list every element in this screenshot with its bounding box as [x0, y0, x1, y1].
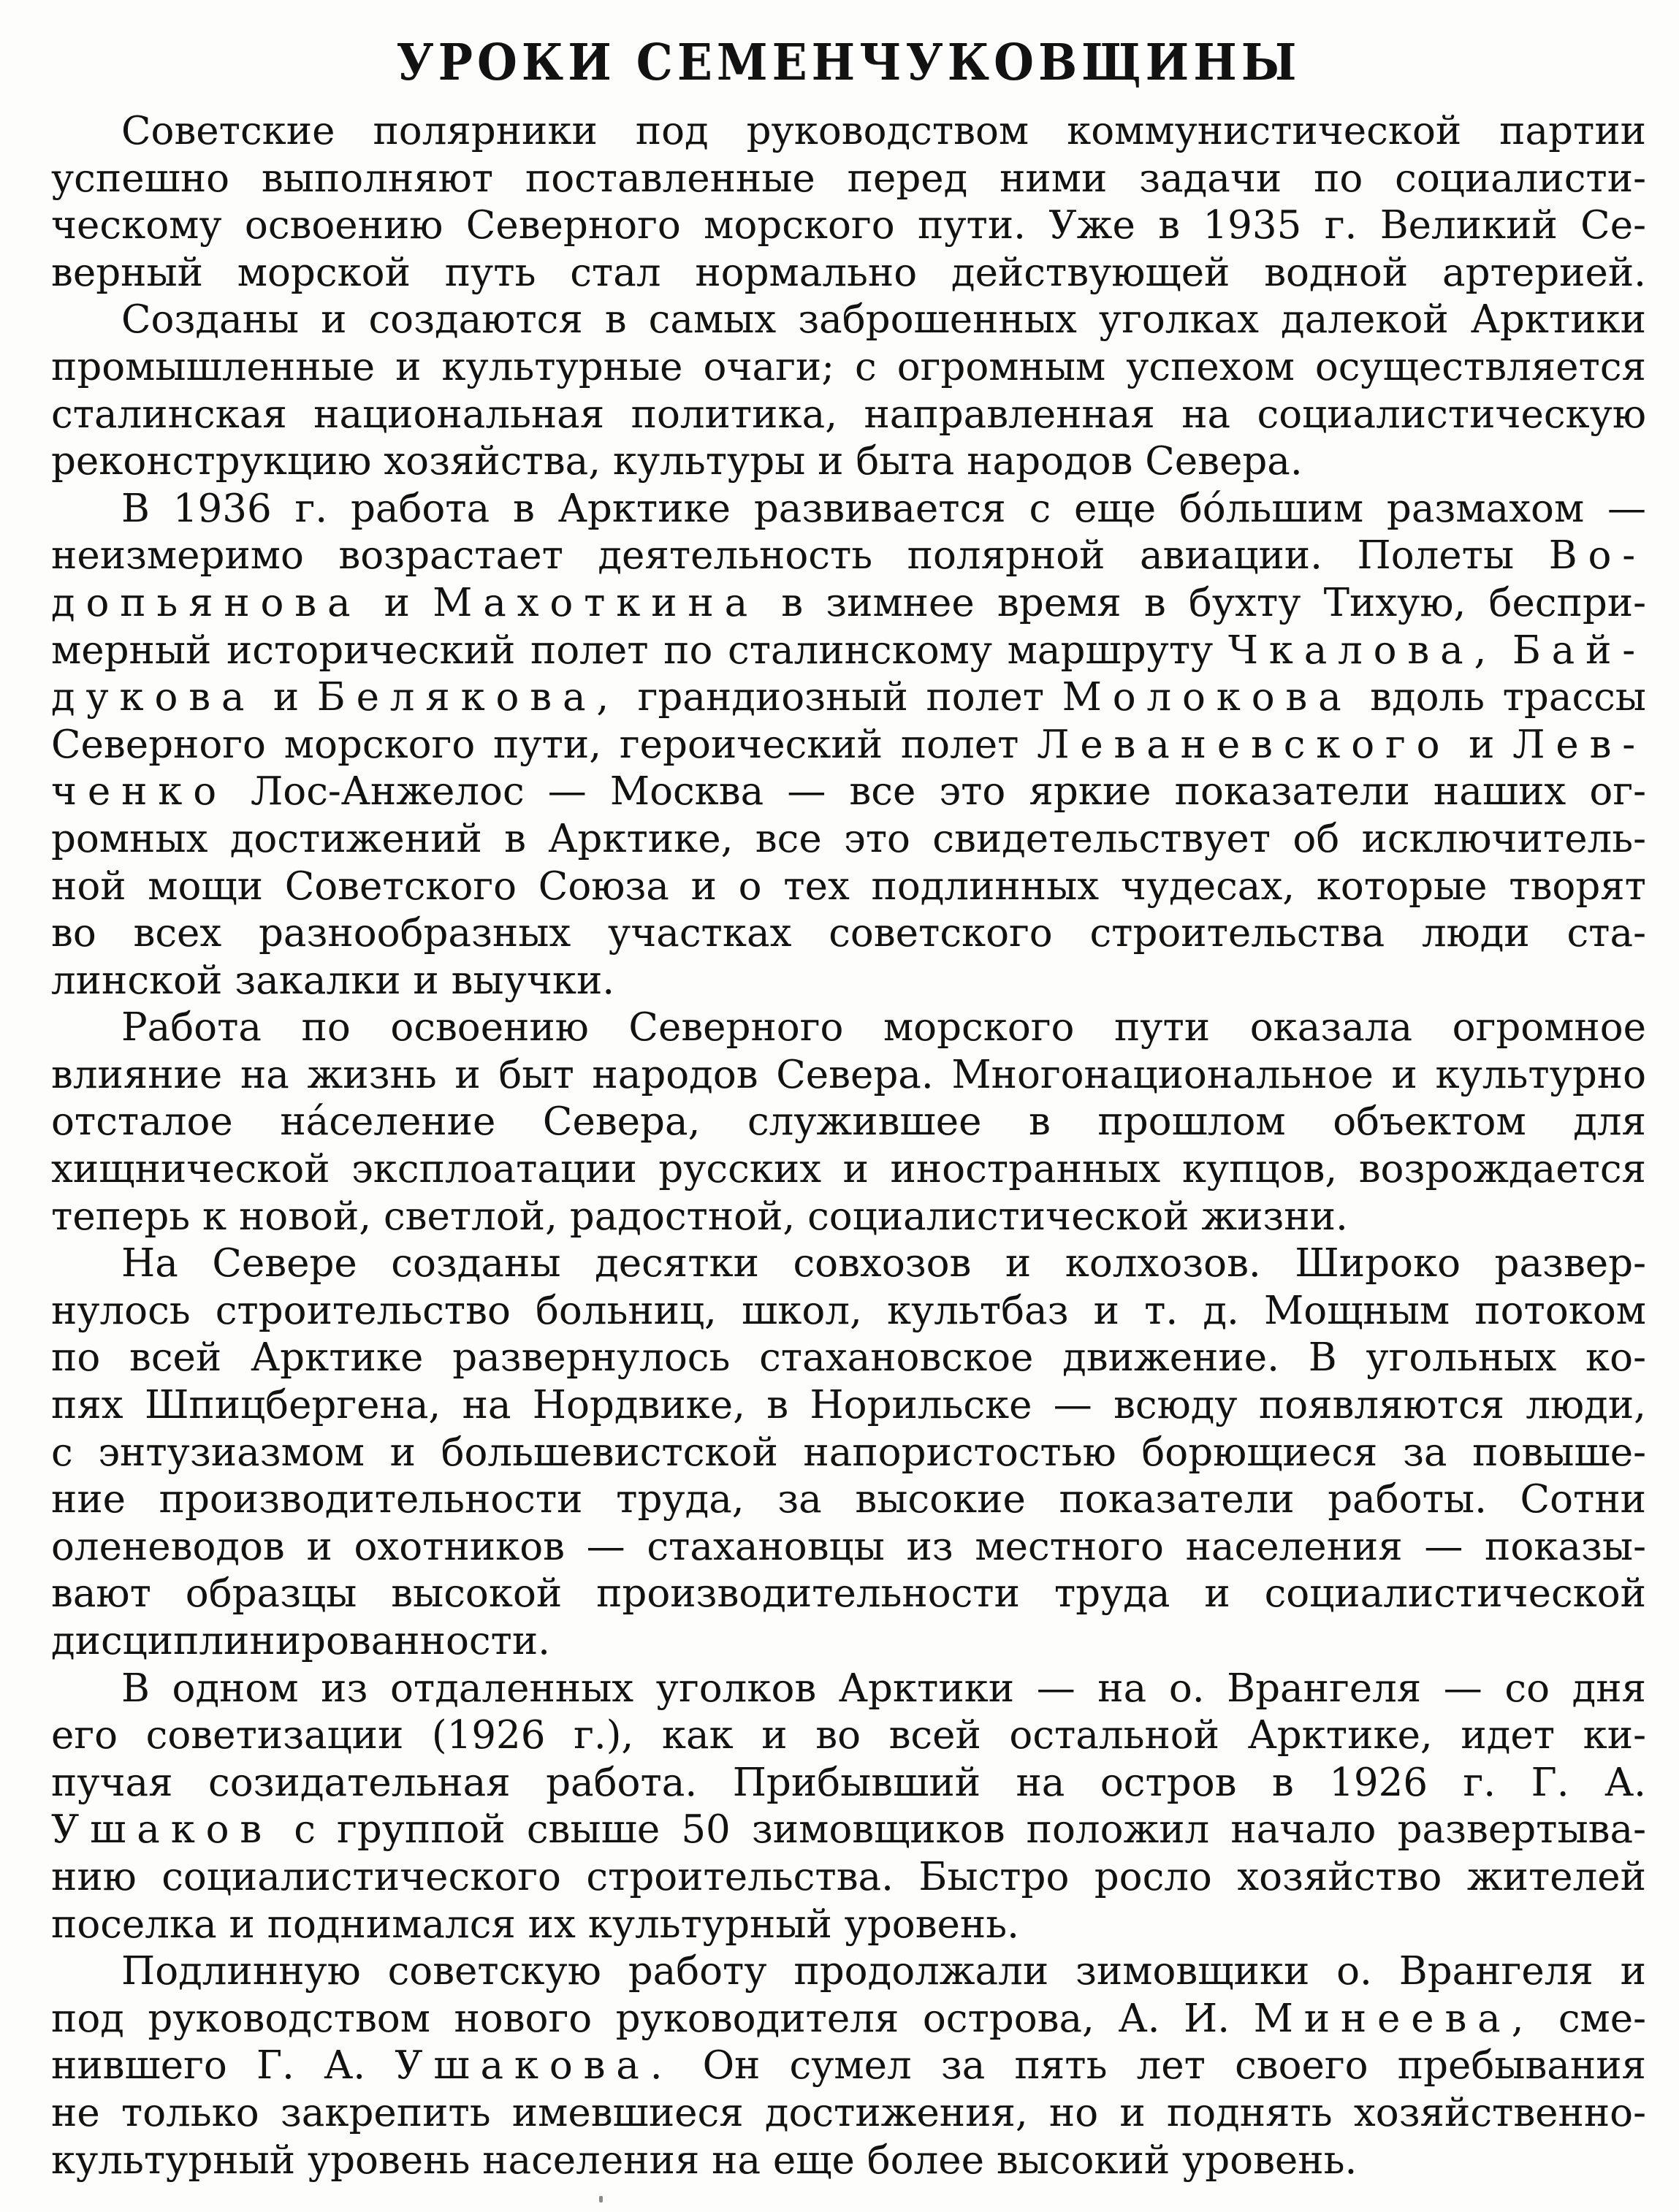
text-line: Созданы и создаются в самых заброшенных уголках далекой Арктики: [121, 297, 1646, 343]
text-line: верный морской путь стал нормально действующей водной артерией.: [51, 250, 1646, 295]
text-line: ние производительности труда, за высокие показатели работы. Сотни: [51, 1477, 1646, 1522]
text-line: с энтузиазмом и большевистской напористостью борющиеся за повыше-: [51, 1430, 1646, 1475]
text-line: нившего Г. А. Ушакова. Он сумел за пять лет своего пребывания: [51, 2043, 1646, 2089]
page-title: УРОКИ СЕМЕНЧУКОВЩИНЫ: [396, 33, 1301, 91]
text-line: пях Шпицбергена, на Нордвике, в Норильске — всюду появляются люди,: [51, 1383, 1646, 1428]
text-line: ромных достижений в Арктике, все это свидетельствует об исключитель-: [51, 816, 1646, 861]
paragraph-1: [51, 108, 1646, 297]
text-line: мерный исторический полет по сталинскому маршруту Чкалова, Бай-: [51, 628, 1646, 673]
text-line: отсталое на́селение Севера, служившее в прошлом объектом для: [51, 1099, 1646, 1145]
text-line: успешно выполняют поставленные перед ними задачи по социалисти-: [51, 156, 1646, 201]
text-line: не только закрепить имевшиеся достижения, но и поднять хозяйственно-: [51, 2090, 1646, 2135]
text-line: В одном из отдаленных уголков Арктики — на о. Врангеля — со дня: [121, 1666, 1646, 1711]
paragraph-2: [51, 297, 1646, 485]
text-line: вают образцы высокой производительности труда и социалистической: [51, 1571, 1646, 1617]
text-line: Подлинную советскую работу продолжали зимовщики о. Врангеля и: [121, 1949, 1646, 1994]
paragraph-7: [51, 1948, 1646, 2184]
text-line: нулось строительство больниц, школ, культбаз и т. д. Мощным потоком: [51, 1288, 1646, 1333]
text-line: допьянова и Махоткина в зимнее время в бухту Тихую, беспри-: [51, 580, 1646, 625]
text-line: Работа по освоению Северного морского пути оказала огромное: [121, 1005, 1646, 1050]
text-line: под руководством нового руководителя острова, А. И. Минеева, сме-: [51, 1996, 1646, 2041]
paragraph-5: [51, 1240, 1646, 1665]
text-line: ческому освоению Северного морского пути. Уже в 1935 г. Великий Се-: [51, 203, 1646, 248]
paragraph-3: [51, 486, 1646, 1005]
text-line: неизмеримо возрастает деятельность полярной авиации. Полеты Во-: [51, 533, 1646, 579]
text-line: дукова и Белякова, грандиозный полет Молокова вдоль трассы: [51, 675, 1646, 720]
text-line: дисциплинированности.: [51, 1619, 551, 1663]
text-line: влияние на жизнь и быт народов Севера. Многонациональное и культурно: [51, 1052, 1646, 1097]
text-line: поселка и поднимался их культурный уровень.: [51, 1902, 1019, 1947]
text-line: сталинская национальная политика, направленная на социалистическую: [51, 392, 1646, 437]
text-line: Ушаков с группой свыше 50 зимовщиков положил начало развертыва-: [51, 1807, 1646, 1853]
text-line: хищнической эксплоатации русских и иностранных купцов, возрождается: [51, 1147, 1646, 1192]
text-line: промышленные и культурные очаги; с огромным успехом осуществляется: [51, 344, 1646, 389]
text-line: пучая созидательная работа. Прибывший на остров в 1926 г. Г. А.: [51, 1760, 1646, 1805]
ink-speck: [599, 2196, 603, 2203]
text-line: реконструкцию хозяйства, культуры и быта народов Севера.: [51, 439, 1303, 484]
text-line: нию социалистического строительства. Быстро росло хозяйство жителей: [51, 1854, 1646, 1899]
paragraph-6: [51, 1666, 1646, 1949]
text-line: во всех разнообразных участках советского строительства люди ста-: [51, 911, 1646, 956]
text-line: линской закалки и выучки.: [51, 958, 615, 1003]
text-line: теперь к новой, светлой, радостной, социалистической жизни.: [51, 1194, 1348, 1239]
text-line: Северного морского пути, героический полет Леваневского и Лев-: [51, 722, 1646, 767]
text-line: оленеводов и охотников — стахановцы из местного населения — показы-: [51, 1524, 1646, 1569]
text-line: ченко Лос-Анжелос — Москва — все это яркие показатели наших ог-: [51, 769, 1646, 815]
text-line: его советизации (1926 г.), как и во всей остальной Арктике, идет ки-: [51, 1713, 1646, 1758]
text-line: ной мощи Советского Союза и о тех подлинных чудесах, которые творят: [51, 863, 1646, 909]
text-line: по всей Арктике развернулось стахановское движение. В угольных ко-: [51, 1335, 1646, 1381]
text-line: На Севере созданы десятки совхозов и колхозов. Широко развер-: [121, 1241, 1646, 1286]
text-line: В 1936 г. работа в Арктике развивается с еще бо́льшим размахом —: [121, 486, 1646, 531]
text-line: Советские полярники под руководством коммунистической партии: [121, 109, 1646, 153]
paragraph-4: [51, 1004, 1646, 1240]
text-line: культурный уровень населения на еще более высокий уровень.: [51, 2137, 1358, 2183]
